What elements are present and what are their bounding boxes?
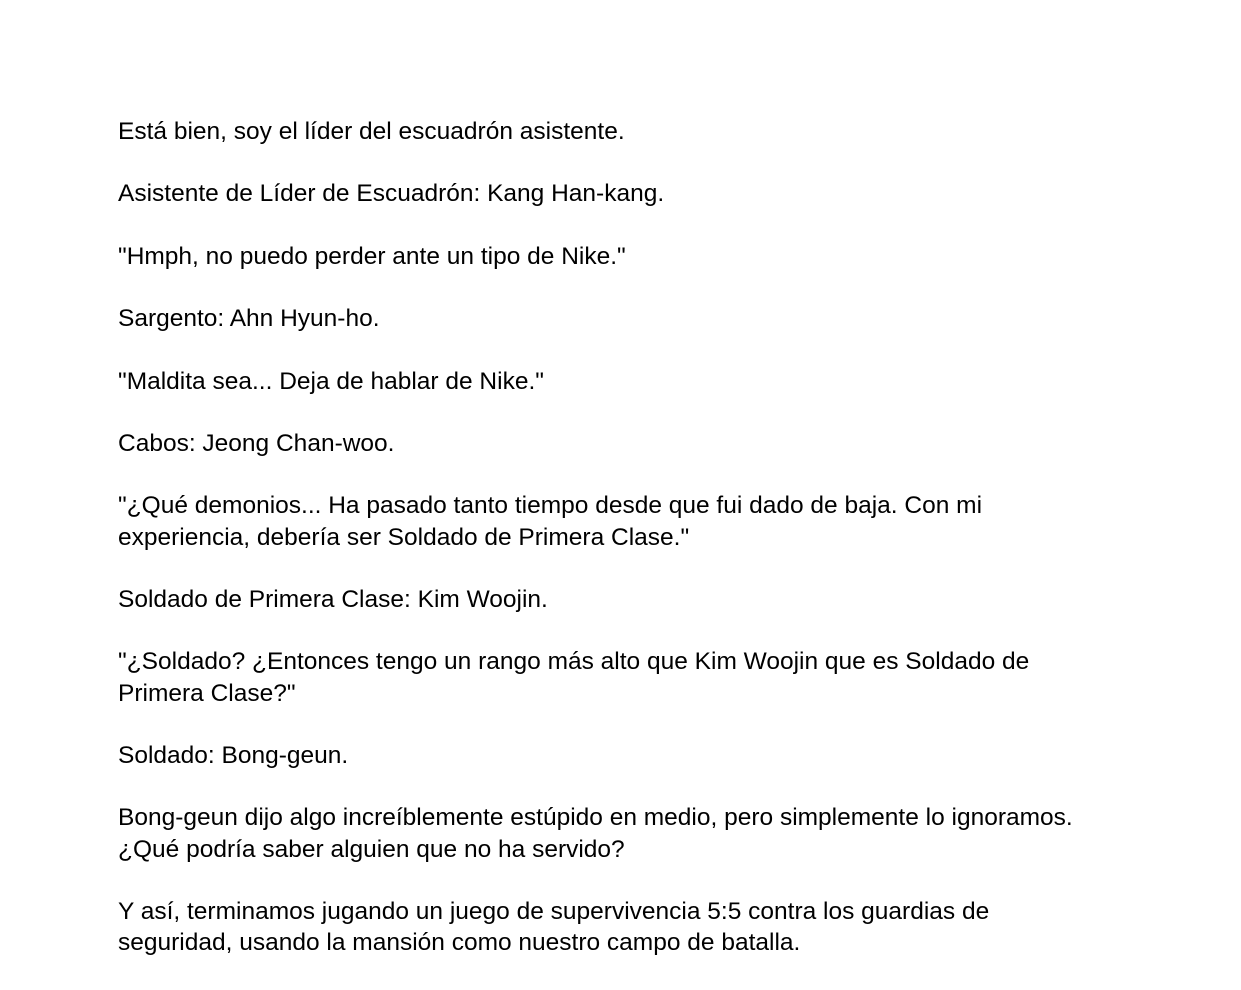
paragraph-10: Soldado: Bong-geun. [118,741,349,769]
paragraph-4: Sargento: Ahn Hyun-ho. [118,305,380,333]
paragraph-1: Está bien, soy el líder del escuadrón asistente. [118,118,625,145]
paragraph-3: "Hmph, no puedo perder ante un tipo de Nike." [118,242,626,270]
paragraph-5: "Maldita sea... Deja de hablar de Nike." [118,367,544,395]
paragraph-8: Soldado de Primera Clase: Kim Woojin. [118,585,548,613]
paragraph-7: "¿Qué demonios... Ha pasado tanto tiempo desde que fui dado de baja. Con mi experiencia, debería ser Soldado de Primera Clase." [118,492,983,551]
paragraph-2: Asistente de Líder de Escuadrón: Kang Han-kang. [118,180,665,208]
paragraph-9: "¿Soldado? ¿Entonces tengo un rango más alto que Kim Woojin que es Soldado de Primera Clase?" [118,648,1030,707]
document-body [118,116,1108,990]
paragraph-12: Y así, terminamos jugando un juego de supervivencia 5:5 contra los guardias de seguridad, usando la mansión como nuestro campo de batalla. [118,897,990,957]
paragraph-11: Bong-geun dijo algo increíblemente estúpido en medio, pero simplemente lo ignoramos. ¿Qué podría saber alguien que no ha servido? [118,804,1073,863]
paragraph-6: Cabos: Jeong Chan-woo. [118,429,395,457]
